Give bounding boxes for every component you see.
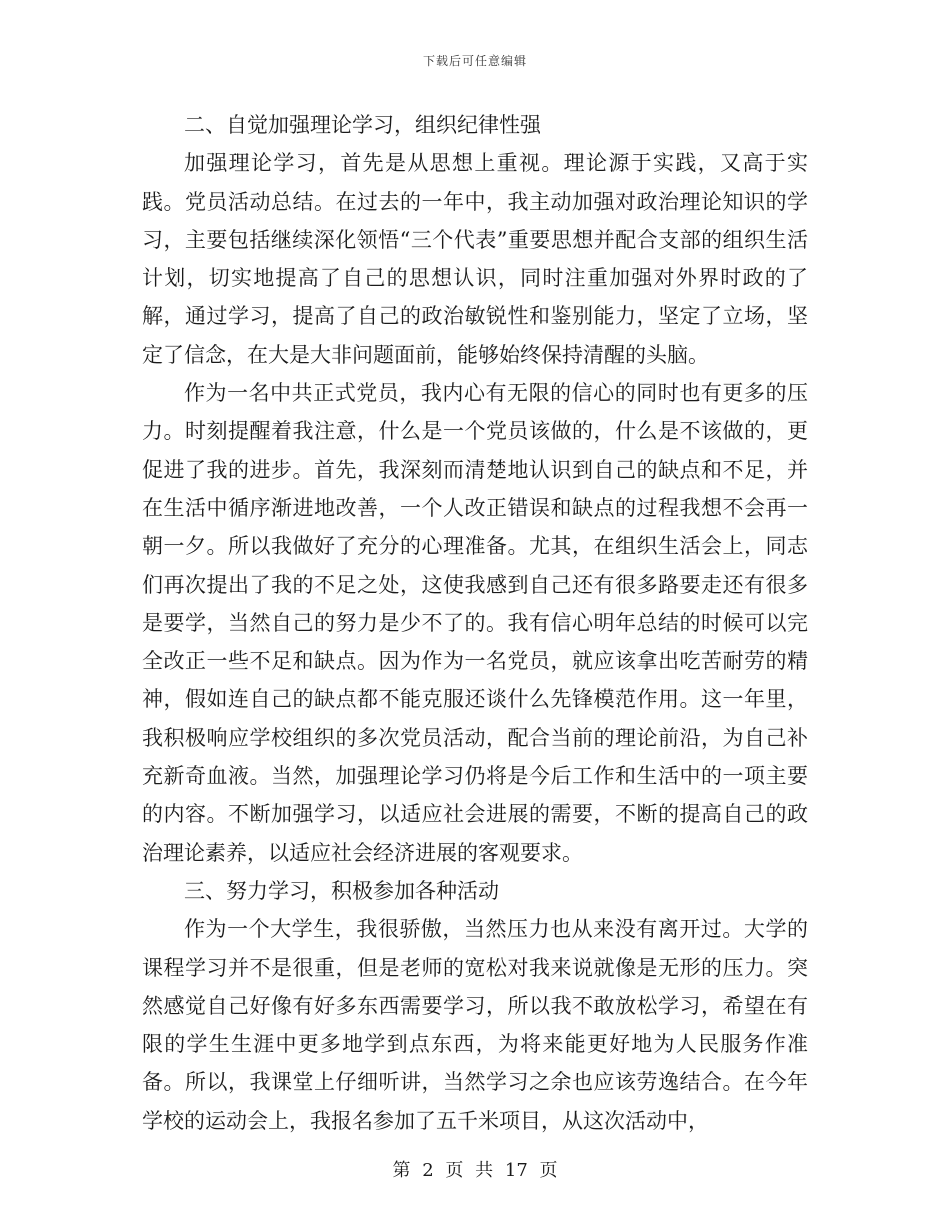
footer-label-total-unit: 页	[539, 1160, 558, 1181]
section-heading-3: 三、努力学习，积极参加各种活动	[184, 878, 499, 903]
paragraph-3: 作为一个大学生，我很骄傲，当然压力也从来没有离开过。大学的课程学习并不是很重，但是老师的宽松对我来说就像是无形的压力。突然感觉自己好像有好多东西需要学习，所以我不敢放松学习，希望在有限的学生生涯中更多地学到点东西，为将来能更好地为人民服务作准备。所以，我课堂上仔细听讲，当然学习之余也应该劳逸结合。在今年学校的运动会上，我报名参加了五千米项目，从这次活动中，	[142, 917, 808, 1133]
paragraph-2: 作为一名中共正式党员，我内心有无限的信心的同时也有更多的压力。时刻提醒着我注意，什么是一个党员该做的，什么是不该做的，更促进了我的进步。首先，我深刻而清楚地认识到自己的缺点和不足，并在生活中循序渐进地改善，一个人改正错误和缺点的过程我想不会再一朝一夕。所以我做好了充分的心理准备。尤其，在组织生活会上，同志们再次提出了我的不足之处，这使我感到自己还有很多路要走还有很多是要学，当然自己的努力是少不了的。我有信心明年总结的时候可以完全改正一些不足和缺点。因为作为一名党员，就应该拿出吃苦耐劳的精神，假如连自己的缺点都不能克服还谈什么先锋模范作用。这一年里，我积极响应学校组织的多次党员活动，配合当前的理论前沿，为自己补充新奇血液。当然，加强理论学习仍将是今后工作和生活中的一项主要的内容。不断加强学习，以适应社会进展的需要，不断的提高自己的政治理论素养，以适应社会经济进展的客观要求。	[142, 381, 808, 865]
page-footer	[0, 1156, 950, 1182]
header-note: 下载后可任意编辑	[422, 54, 527, 68]
paragraph-1: 加强理论学习，首先是从思想上重视。理论源于实践，又高于实践。党员活动总结。在过去的一年中，我主动加强对政治理论知识的学习，主要包括继续深化领悟“三个代表”重要思想并配合支部的组织生活计划，切实地提高了自己的思想认识，同时注重加强对外界时政的了解，通过学习，提高了自己的政治敏锐性和鉴别能力，坚定了立场，坚定了信念，在大是大非问题面前，能够始终保持清醒的头脑。	[142, 151, 808, 367]
footer-label-total: 共	[475, 1160, 494, 1181]
footer-total-pages: 17	[504, 1160, 528, 1181]
document-body	[142, 106, 808, 1140]
footer-label-page: 第	[392, 1160, 411, 1181]
footer-label-page-unit: 页	[445, 1160, 464, 1181]
section-heading-2: 二、自觉加强理论学习，组织纪律性强	[184, 113, 541, 137]
footer-current-page: 2	[422, 1160, 434, 1181]
